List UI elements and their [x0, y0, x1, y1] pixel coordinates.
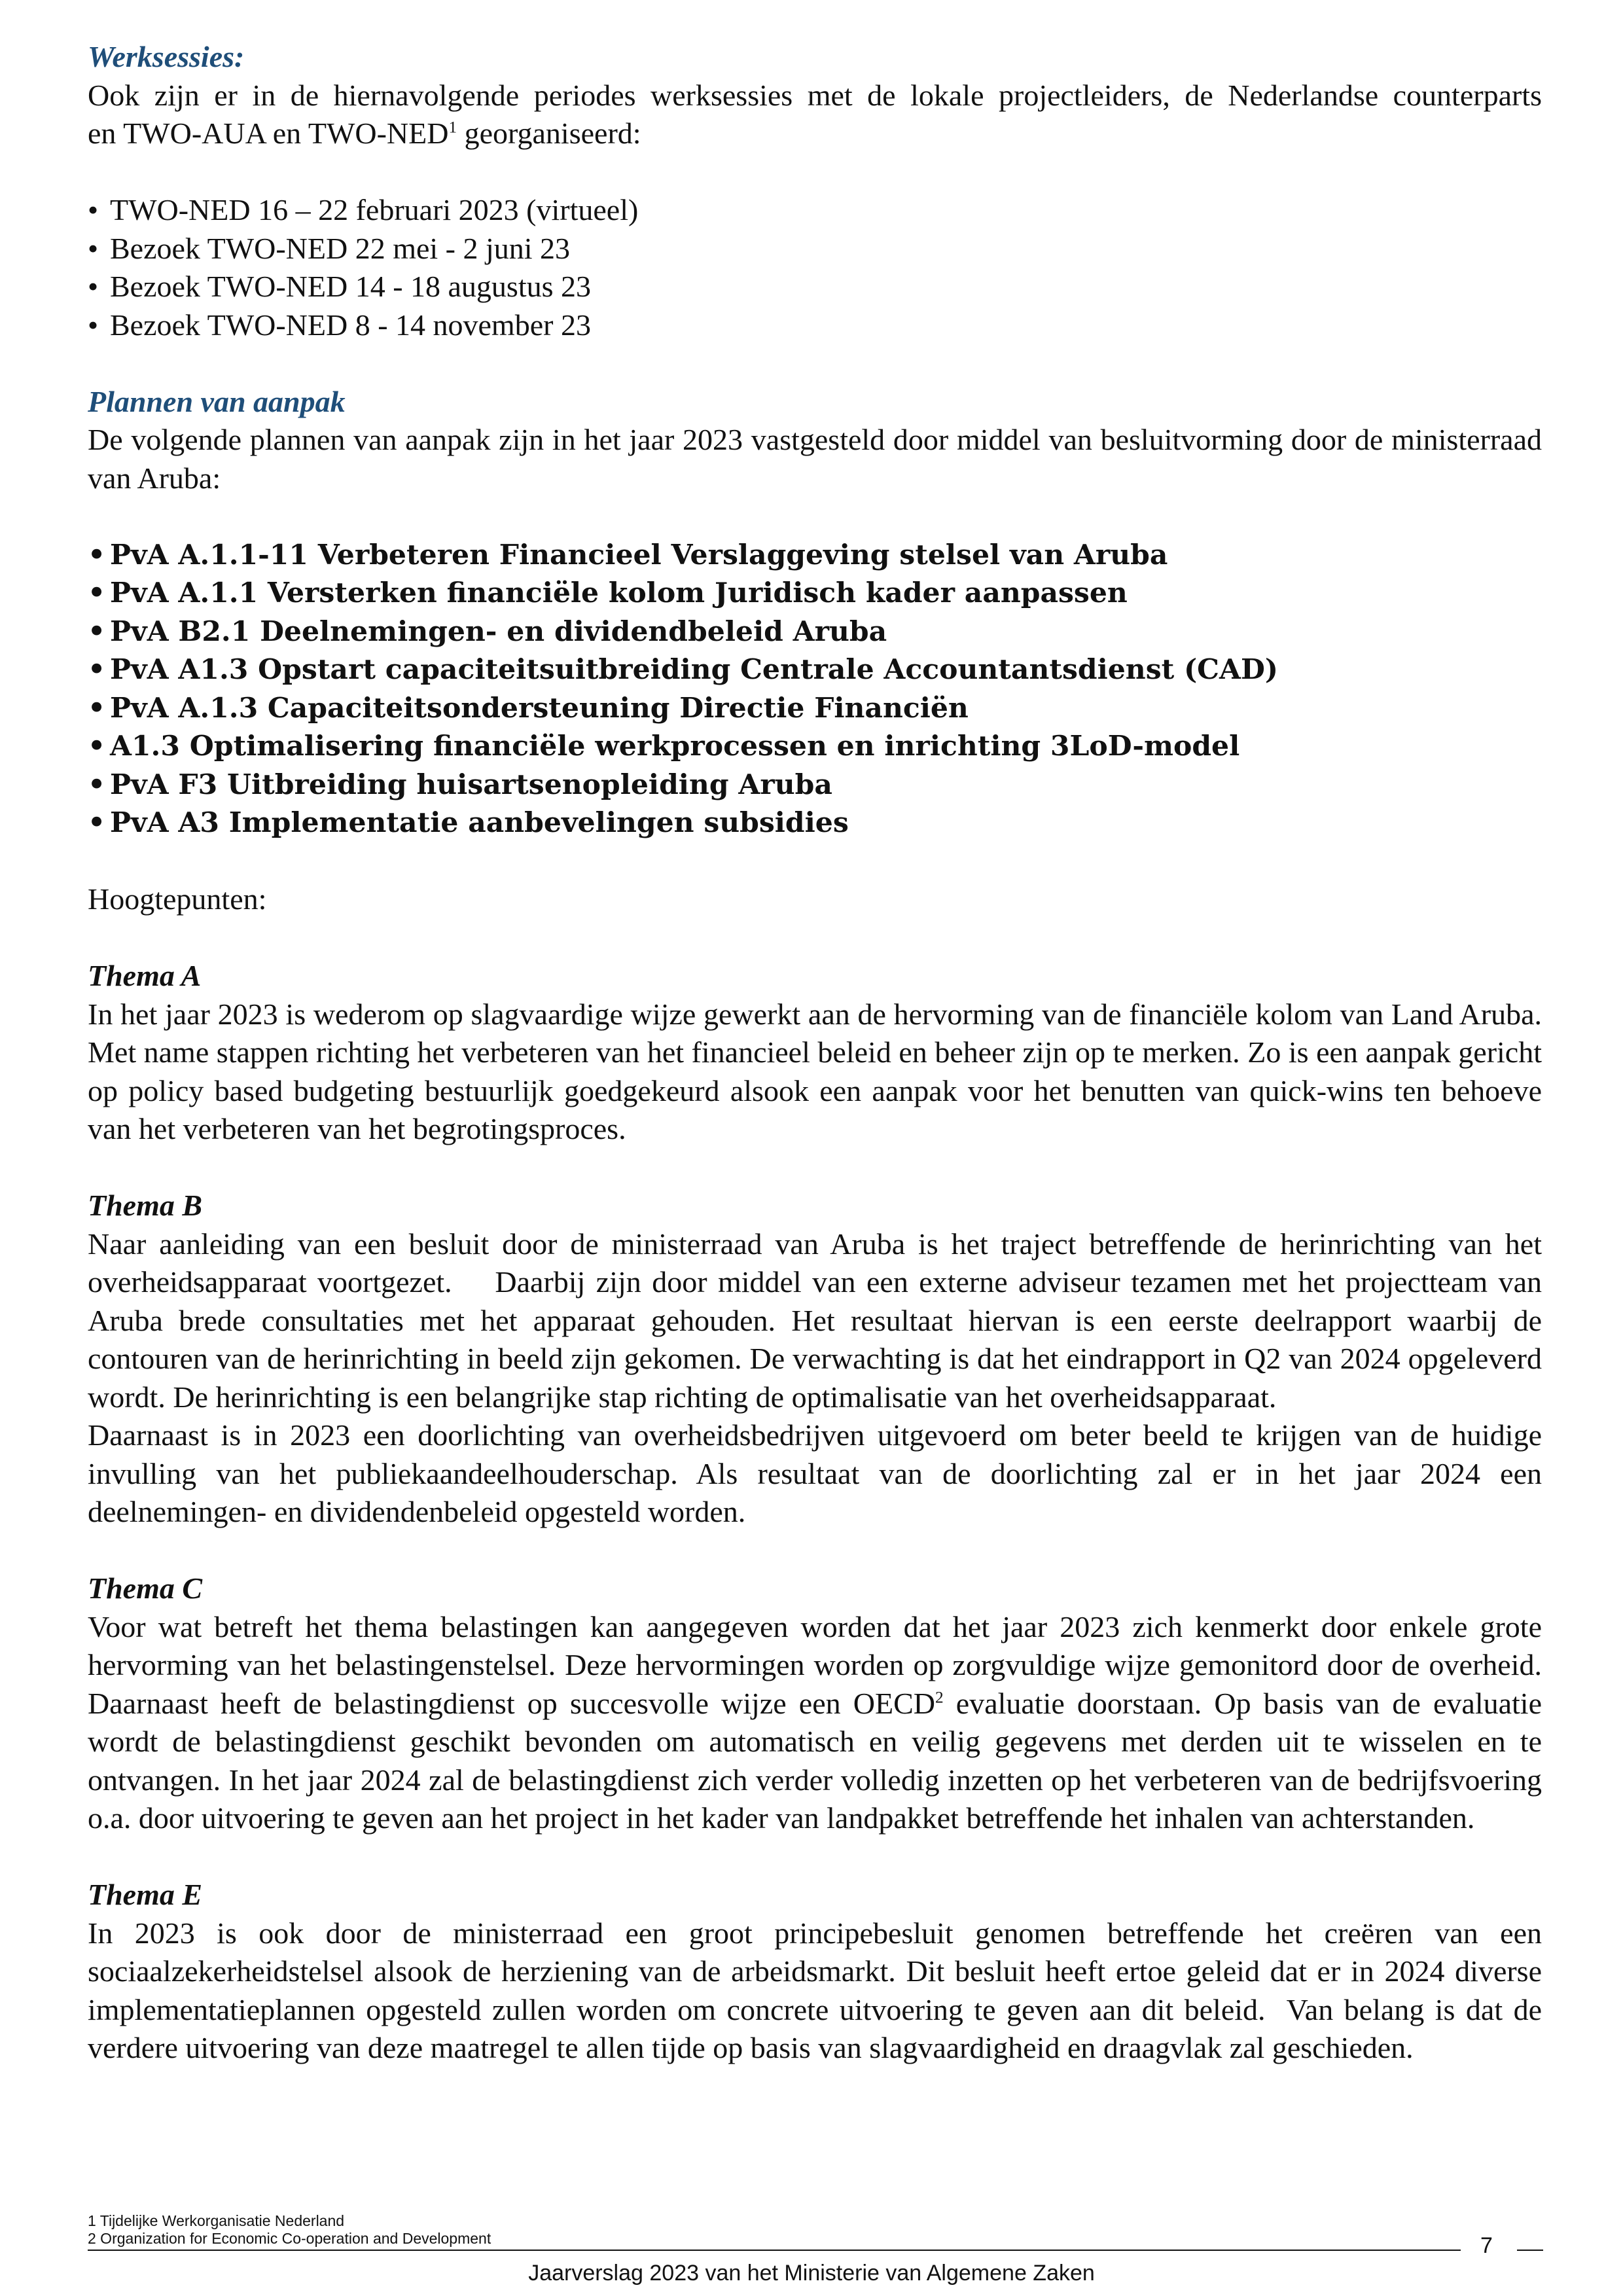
list-item: • PvA A.1.1 Versterken financiële kolom Juridisch kader aanpassen	[88, 574, 1542, 613]
footnote-ref-2: 2	[935, 1688, 944, 1707]
werksessies-heading: Werksessies:	[88, 40, 245, 73]
thema-b-text-1: Naar aanleiding van een besluit door de ministerraad van Aruba is het traject betreffende de herinrichting van het overheidsapparaat voortgezet. Daarbij zijn door middel van een externe adviseur tezamen met het projectteam van Aruba brede consultaties met het apparaat gehouden. Het resultaat hiervan is een eerste deelrapport waarbij de contouren van de herinrichting in beeld zijn gekomen. De verwachting is dat het eindrapport in Q2 van 2024 opgeleverd wordt. De herinrichting is een belangrijke stap richting de optimalisatie van het overheidsapparaat.	[88, 1227, 1550, 1414]
list-item: • PvA A1.3 Opstart capaciteitsuitbreiding Centrale Accountantsdienst (CAD)	[88, 651, 1542, 689]
footnote-ref-1: 1	[448, 118, 457, 137]
page-content	[88, 38, 1550, 2068]
plannen-list	[88, 536, 1542, 842]
page-number-dash	[1517, 2250, 1543, 2251]
list-item: • PvA A.1.3 Capaciteitsondersteuning Directie Financiën	[88, 689, 1542, 728]
thema-a-text: In het jaar 2023 is wederom op slagvaardige wijze gewerkt aan de hervorming van de financiële kolom van Land Aruba. Met name stappen richting het verbeteren van het financieel beleid en beheer zijn op te merken. Zo is een aanpak gericht op policy based budgeting bestuurlijk goedgekeurd alsook een aanpak voor het benutten van quick-wins ten behoeve van het verbeteren van het begrotingsproces.	[88, 997, 1542, 1145]
werksessies-intro-line-2: en TWO-AUA en TWO-NED$^1$ georganiseerd:	[88, 117, 641, 150]
list-item: • Bezoek TWO-NED 14 - 18 augustus 23	[88, 268, 1542, 306]
page-number: 7	[1480, 2233, 1493, 2258]
list-item: • PvA A3 Implementatie aanbevelingen subsidies	[88, 804, 1542, 842]
thema-c-heading: Thema C	[88, 1571, 203, 1605]
list-item: • TWO-NED 16 – 22 februari 2023 (virtueel)	[88, 191, 1542, 230]
list-item: • Bezoek TWO-NED 22 mei - 2 juni 23	[88, 230, 1542, 268]
thema-b-heading: Thema B	[88, 1189, 203, 1222]
werksessies-list	[88, 191, 1542, 344]
werksessies-intro-line-1: Ook zijn er in de hiernavolgende periodes werksessies met de lokale projectleiders, de Nederlandse counterparts	[88, 78, 1542, 112]
footnotes	[88, 2212, 491, 2248]
thema-b-text-2: Daarnaast is in 2023 een doorlichting van overheidsbedrijven uitgevoerd om beter beeld te krijgen van de huidige invulling van het publiekaandeelhouderschap. Als resultaat van de doorlichting zal er in het jaar 2024 een deelnemingen- en dividendenbeleid opgesteld worden.	[88, 1418, 1542, 1528]
footer-title: Jaarverslag 2023 van het Ministerie van Algemene Zaken	[528, 2261, 1095, 2286]
list-item: • Bezoek TWO-NED 8 - 14 november 23	[88, 306, 1542, 345]
plannen-intro: De volgende plannen van aanpak zijn in het jaar 2023 vastgesteld door middel van besluitvorming door de ministerraad van Aruba:	[88, 423, 1542, 495]
thema-e-text: In 2023 is ook door de ministerraad een groot principebesluit genomen betreffende het creëren van een sociaalzekerheidstelsel alsook de herziening van de arbeidsmarkt. Dit besluit heeft ertoe geleid dat er in 2024 diverse implementatieplannen opgesteld zullen worden om concrete uitvoering te geven aan dit beleid. Van belang is dat de verdere uitvoering van deze maatregel te allen tijde op basis van slagvaardigheid en draagvlak zal geschieden.	[88, 1916, 1550, 2064]
thema-c-text: Voor wat betreft het thema belastingen kan aangegeven worden dat het jaar 2023 zich kenmerkt door enkele grote hervorming van het belastingenstelsel. Deze hervormingen worden op zorgvuldige wijze gemonitord door de overheid. Daarnaast heeft de belastingdienst op succesvolle wijze een OECD$^2$ evaluatie doorstaan. Op basis van de evaluatie wordt de belastingdienst geschikt bevonden om automatisch en veilig gegevens met derden uit te wisselen en te ontvangen. In het jaar 2024 zal de belastingdienst zich verder volledig inzetten op het verbeteren van de bedrijfsvoering o.a. door uitvoering te geven aan het project in het kader van landpakket betreffende het inhalen van achterstanden.	[88, 1609, 1542, 1835]
footnote-1: 1 Tijdelijke Werkorganisatie Nederland	[88, 2212, 345, 2229]
hoogtepunten-label: Hoogtepunten:	[88, 882, 267, 916]
footer-divider	[88, 2250, 1461, 2251]
list-item: • PvA B2.1 Deelnemingen- en dividendbeleid Aruba	[88, 613, 1542, 651]
list-item: • PvA F3 Uitbreiding huisartsenopleiding Aruba	[88, 766, 1542, 804]
footnote-2: 2 Organization for Economic Co-operation and Development	[88, 2230, 491, 2247]
plannen-heading: Plannen van aanpak	[88, 384, 346, 418]
thema-a-heading: Thema A	[88, 959, 202, 992]
thema-e-heading: Thema E	[88, 1878, 203, 1911]
list-item: • PvA A.1.1-11 Verbeteren Financieel Verslaggeving stelsel van Aruba	[88, 536, 1542, 575]
list-item: • A1.3 Optimalisering financiële werkprocessen en inrichting 3LoD-model	[88, 727, 1542, 766]
